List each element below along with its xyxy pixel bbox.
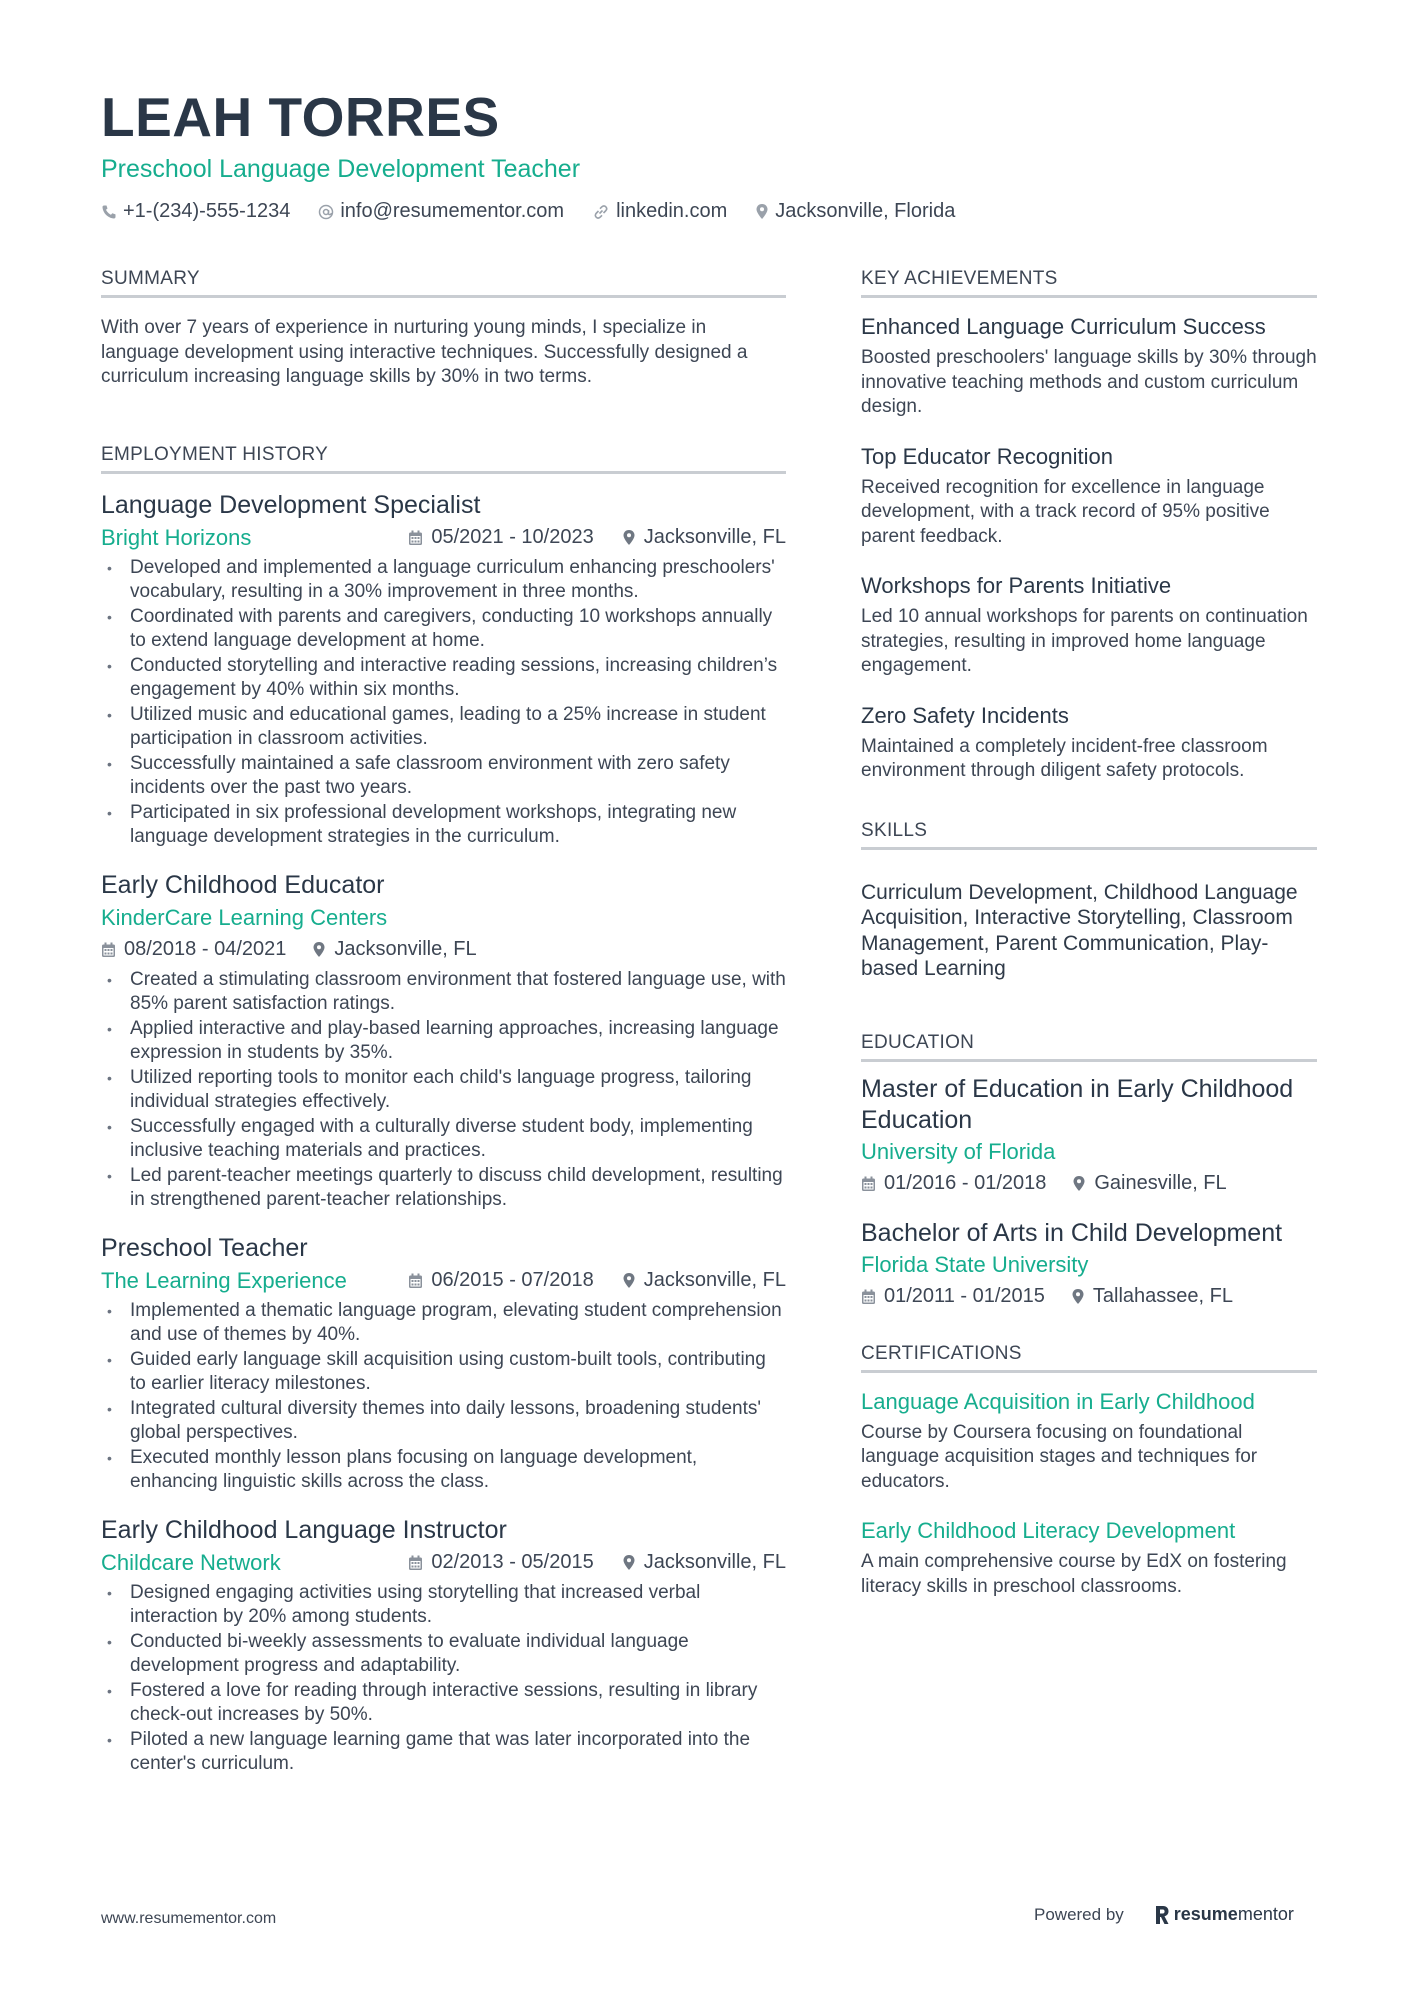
bullet-item: • Conducted bi-weekly assessments to evaluate individual language development progress and adaptability. xyxy=(101,1630,786,1679)
job-bullets xyxy=(101,1299,786,1495)
achievement-text: Boosted preschoolers' language skills by 30% through innovative teaching methods and custom curriculum design. xyxy=(861,347,1317,417)
link-icon xyxy=(592,204,610,220)
job-dates xyxy=(101,938,286,961)
job-dates-text: 05/2021 - 10/2023 xyxy=(431,526,594,548)
achievement-title: Zero Safety Incidents xyxy=(861,702,1069,728)
achievement-title: Top Educator Recognition xyxy=(861,443,1113,469)
section-heading-summary: SUMMARY xyxy=(101,268,786,298)
degree-title: Master of Education in Early Childhood Education xyxy=(861,1074,1294,1134)
calendar-icon xyxy=(408,1273,423,1289)
footer-website[interactable]: www.resumementor.com xyxy=(101,1910,277,1927)
job-location-text: Jacksonville, FL xyxy=(643,1269,786,1291)
resume-header xyxy=(101,82,1321,223)
section-heading-skills: SKILLS xyxy=(861,820,1317,850)
job-bullets xyxy=(101,968,786,1213)
job-dates-text: 06/2015 - 07/2018 xyxy=(431,1269,594,1291)
job-dates xyxy=(408,526,593,549)
linkedin-text[interactable]: linkedin.com xyxy=(616,200,728,222)
bullet-item: • Created a stimulating classroom environment that fostered language use, with 85% parent satisfaction ratings. xyxy=(101,968,786,1017)
job-title: Preschool Teacher xyxy=(101,1233,308,1262)
achievement-item xyxy=(861,442,1317,550)
certification-title: Language Acquisition in Early Childhood xyxy=(861,1388,1255,1414)
location-pin-icon xyxy=(1071,1288,1085,1305)
job-location xyxy=(312,938,476,961)
brand-bold: resume xyxy=(1173,1904,1238,1924)
summary-section xyxy=(101,268,786,390)
certification-text: A main comprehensive course by EdX on fostering literacy skills in preschool classrooms. xyxy=(861,1551,1287,1597)
education-section xyxy=(861,1032,1317,1313)
education-dates xyxy=(861,1172,1046,1195)
job-meta xyxy=(101,1265,786,1297)
job-title: Early Childhood Educator xyxy=(101,870,385,899)
education-item xyxy=(861,1218,1317,1313)
brand-logo[interactable] xyxy=(1154,1904,1294,1925)
job-dates xyxy=(408,1269,593,1292)
candidate-name: LEAH TORRES xyxy=(101,86,500,148)
section-heading-education: EDUCATION xyxy=(861,1032,1317,1062)
achievement-text: Led 10 annual workshops for parents on continuation strategies, resulting in improved home language engagement. xyxy=(861,606,1308,676)
location-pin-icon xyxy=(755,203,769,220)
bullet-item: • Integrated cultural diversity themes into daily lessons, broadening students' global perspectives. xyxy=(101,1397,786,1446)
contact-phone xyxy=(101,200,290,223)
at-icon xyxy=(318,204,334,220)
bullet-item: • Designed engaging activities using storytelling that increased verbal interaction by 20% among students. xyxy=(101,1581,786,1630)
bullet-item: • Developed and implemented a language curriculum enhancing preschoolers' vocabulary, resulting in a 30% improvement in three months. xyxy=(101,556,786,605)
achievements-section xyxy=(861,268,1317,784)
job-meta xyxy=(101,902,786,934)
achievement-title: Workshops for Parents Initiative xyxy=(861,573,1172,598)
job-location xyxy=(622,526,786,549)
contact-email xyxy=(318,200,564,223)
contact-location xyxy=(755,200,955,223)
job-dates-text: 02/2013 - 05/2015 xyxy=(431,1551,594,1573)
job-meta-right xyxy=(380,1269,786,1292)
skills-text: Curriculum Development, Childhood Language Acquisition, Interactive Storytelling, Classroom Management, Parent Communication, Play-based Learning xyxy=(861,880,1298,980)
education-item xyxy=(861,1074,1317,1200)
education-meta xyxy=(861,1168,1317,1200)
education-dates-text: 01/2016 - 01/2018 xyxy=(884,1172,1047,1194)
location-pin-icon xyxy=(312,941,326,958)
resumementor-logo-icon xyxy=(1154,1905,1170,1925)
brand-light: mentor xyxy=(1237,1904,1294,1924)
job-entry xyxy=(101,868,786,1213)
job-meta xyxy=(101,522,786,554)
achievement-title: Enhanced Language Curriculum Success xyxy=(861,314,1266,339)
section-heading-achievements: KEY ACHIEVEMENTS xyxy=(861,268,1317,298)
location-text: Jacksonville, Florida xyxy=(775,200,956,222)
job-meta-line xyxy=(101,934,786,966)
achievement-item xyxy=(861,701,1317,784)
contact-bar xyxy=(101,200,1321,223)
job-location-text: Jacksonville, FL xyxy=(334,938,477,960)
contact-linkedin xyxy=(592,200,727,223)
bullet-item: • Participated in six professional development workshops, integrating new language development strategies in the curriculum. xyxy=(101,801,786,850)
school-name: Florida State University xyxy=(861,1251,1089,1277)
education-location-text: Tallahassee, FL xyxy=(1092,1285,1233,1307)
education-location xyxy=(1072,1172,1226,1195)
education-location xyxy=(1071,1285,1233,1308)
left-column xyxy=(101,268,786,1795)
education-location-text: Gainesville, FL xyxy=(1094,1172,1227,1194)
education-dates-text: 01/2011 - 01/2015 xyxy=(884,1285,1045,1307)
skills-section xyxy=(861,820,1317,982)
calendar-icon xyxy=(101,942,116,958)
calendar-icon xyxy=(861,1289,876,1305)
bullet-item: • Implemented a thematic language program, elevating student comprehension and use of themes by 40%. xyxy=(101,1299,786,1348)
job-location-text: Jacksonville, FL xyxy=(643,526,786,548)
location-pin-icon xyxy=(622,1272,636,1289)
company-name: KinderCare Learning Centers xyxy=(101,904,388,930)
location-pin-icon xyxy=(622,1554,636,1571)
company-name: The Learning Experience xyxy=(101,1267,347,1293)
bullet-item: • Successfully engaged with a culturally diverse student body, implementing inclusive teaching materials and practices. xyxy=(101,1115,786,1164)
education-dates xyxy=(861,1285,1045,1308)
achievement-text: Received recognition for excellence in language development, with a track record of 95% positive parent feedback. xyxy=(861,476,1270,547)
calendar-icon xyxy=(861,1176,876,1192)
job-location xyxy=(622,1269,786,1292)
certifications-section xyxy=(861,1343,1317,1600)
footer-powered xyxy=(1034,1904,1294,1925)
job-meta xyxy=(101,1547,786,1579)
job-entry xyxy=(101,1513,786,1777)
summary-text: With over 7 years of experience in nurturing young minds, I specialize in language development using interactive techniques. Successfully designed a curriculum increasing language skills by 30% in two terms. xyxy=(101,317,748,387)
location-pin-icon xyxy=(622,529,636,546)
education-meta xyxy=(861,1281,1317,1313)
achievement-item xyxy=(861,571,1317,679)
job-location xyxy=(622,1551,786,1574)
bullet-item: • Executed monthly lesson plans focusing on language development, enhancing linguistic skills across the class. xyxy=(101,1446,786,1495)
job-entry xyxy=(101,488,786,850)
calendar-icon xyxy=(408,1555,423,1571)
certification-item xyxy=(861,1387,1317,1495)
bullet-item: • Coordinated with parents and caregivers, conducting 10 workshops annually to extend language development at home. xyxy=(101,605,786,654)
job-bullets xyxy=(101,1581,786,1777)
bullet-item: • Applied interactive and play-based learning approaches, increasing language expression in students by 35%. xyxy=(101,1017,786,1066)
section-heading-certifications: CERTIFICATIONS xyxy=(861,1343,1317,1373)
email-text[interactable]: info@resumementor.com xyxy=(340,200,565,222)
section-heading-employment: EMPLOYMENT HISTORY xyxy=(101,444,786,474)
bullet-item: • Piloted a new language learning game that was later incorporated into the center's curriculum. xyxy=(101,1728,786,1777)
job-title: Early Childhood Language Instructor xyxy=(101,1515,507,1544)
bullet-item: • Fostered a love for reading through interactive sessions, resulting in library check-out increases by 50%. xyxy=(101,1679,786,1728)
job-bullets xyxy=(101,556,786,850)
job-dates xyxy=(408,1551,593,1574)
school-name: University of Florida xyxy=(861,1138,1056,1164)
bullet-item: • Utilized music and educational games, leading to a 25% increase in student participation in classroom activities. xyxy=(101,703,786,752)
job-meta-right xyxy=(380,1551,786,1574)
bullet-item: • Guided early language skill acquisition using custom-built tools, contributing to earlier literacy milestones. xyxy=(101,1348,786,1397)
phone-text[interactable]: +1-(234)-555-1234 xyxy=(123,200,291,222)
bullet-item: • Conducted storytelling and interactive reading sessions, increasing children’s engagement by 40% within six months. xyxy=(101,654,786,703)
job-title: Language Development Specialist xyxy=(101,490,481,519)
company-name: Childcare Network xyxy=(101,1549,281,1575)
job-location-text: Jacksonville, FL xyxy=(643,1551,786,1573)
job-entry xyxy=(101,1231,786,1495)
powered-by-text: Powered by xyxy=(1034,1904,1124,1924)
certification-title: Early Childhood Literacy Development xyxy=(861,1518,1236,1543)
achievement-item xyxy=(861,312,1317,420)
degree-title: Bachelor of Arts in Child Development xyxy=(861,1218,1283,1247)
calendar-icon xyxy=(408,530,423,546)
right-column xyxy=(861,268,1317,1621)
certification-text: Course by Coursera focusing on foundational language acquisition stages and techniques for educators. xyxy=(861,1421,1258,1492)
bullet-item: • Led parent-teacher meetings quarterly to discuss child development, resulting in strengthened parent-teacher relationships. xyxy=(101,1164,786,1213)
location-pin-icon xyxy=(1072,1175,1086,1192)
achievement-text: Maintained a completely incident-free classroom environment through diligent safety protocols. xyxy=(861,735,1268,781)
employment-section xyxy=(101,444,786,1777)
certification-item xyxy=(861,1516,1317,1599)
company-name: Bright Horizons xyxy=(101,524,252,550)
job-meta-right xyxy=(380,526,786,549)
bullet-item: • Utilized reporting tools to monitor each child's language progress, tailoring individual strategies effectively. xyxy=(101,1066,786,1115)
job-dates-text: 08/2018 - 04/2021 xyxy=(124,938,287,960)
phone-icon xyxy=(101,204,117,220)
candidate-title: Preschool Language Development Teacher xyxy=(101,155,581,183)
bullet-item: • Successfully maintained a safe classroom environment with zero safety incidents over the past two years. xyxy=(101,752,786,801)
